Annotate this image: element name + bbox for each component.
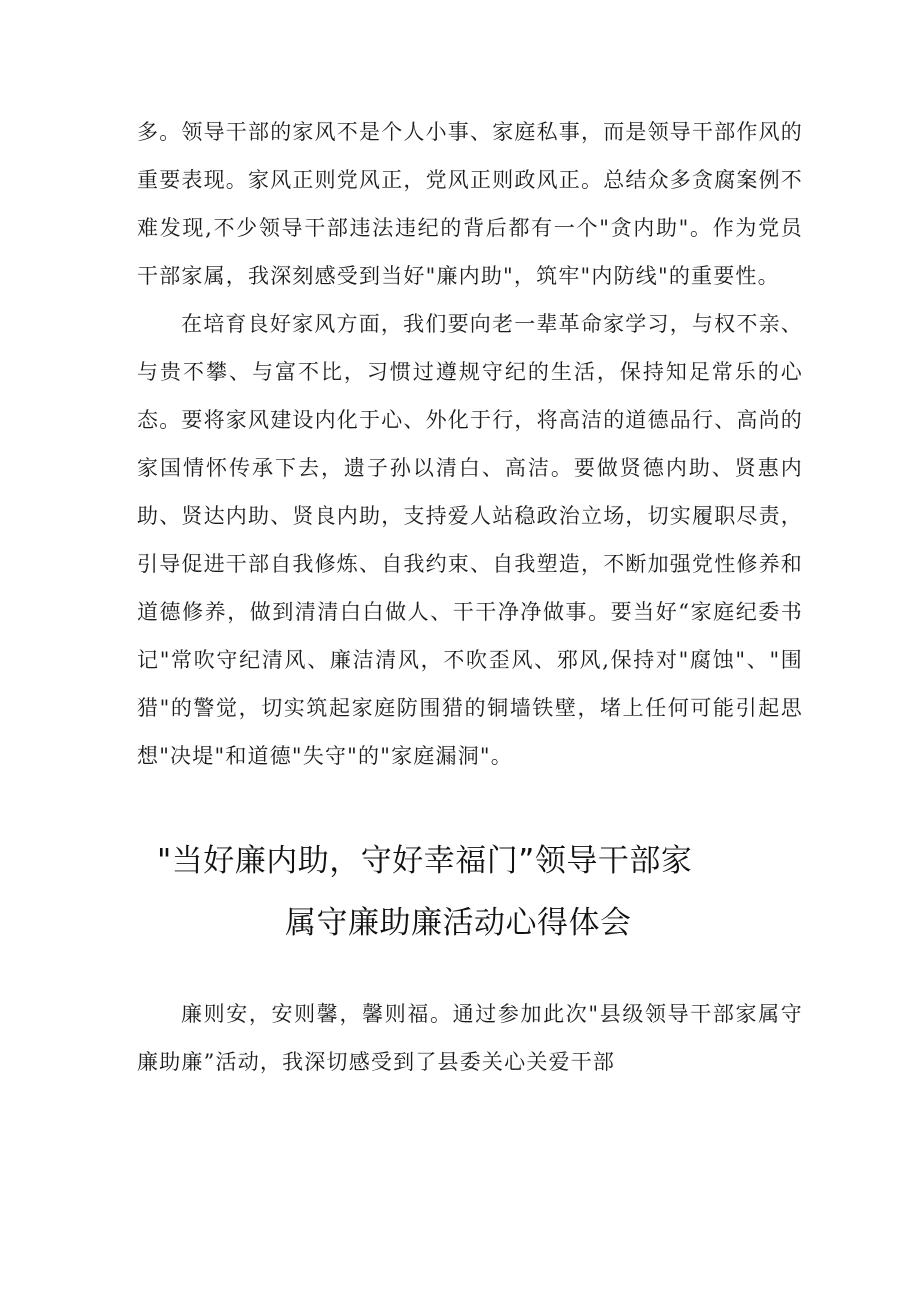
paragraph-article-opening: 廉则安，安则馨，馨则福。通过参加此次"县级领导干部家属守廉助廉”活动，我深切感受到了县委关心关爱干部 [137,1002,803,1074]
article-title-line-1: "当好廉内助，守好幸福门”领导干部家 [157,843,693,879]
document-body [137,108,803,1086]
article-title [137,830,803,954]
paragraph-family-values: 在培育良好家风方面，我们要向老一辈革命家学习，与权不亲、与贵不攀、与富不比，习惯过遵规守纪的生活，保持知足常乐的心态。要将家风建设内化于心、外化于行，将高洁的道德品行、高尚的家国情怀传承下去，遗子孙以清白、高洁。要做贤德内助、贤惠内助、贤达内助、贤良内助，支持爱人站稳政治立场，切实履职尽责，引导促进干部自我修炼、自我约束、自我塑造，不断加强党性修养和道德修养，做到清清白白做人、干干净净做事。要当好“家庭纪委书记"常吹守纪清风、廉洁清风，不吹歪风、邪风,保持对"腐蚀"、"围猎"的警觉，切实筑起家庭防围猎的铜墙铁壁，堵上任何可能引起思想"决堤"和道德"失守"的"家庭漏洞"。 [137,312,803,768]
article-title-line-2: 属守廉助廉活动心得体会 [285,905,632,941]
paragraph-continuation: 多。领导干部的家风不是个人小事、家庭私事，而是领导干部作风的重要表现。家风正则党风正，党风正则政风正。总结众多贪腐案例不难发现,不少领导干部违法违纪的背后都有一个"贪内助"。作为党员干部家属，我深刻感受到当好"廉内助"，筑牢"内防线"的重要性。 [137,120,803,288]
